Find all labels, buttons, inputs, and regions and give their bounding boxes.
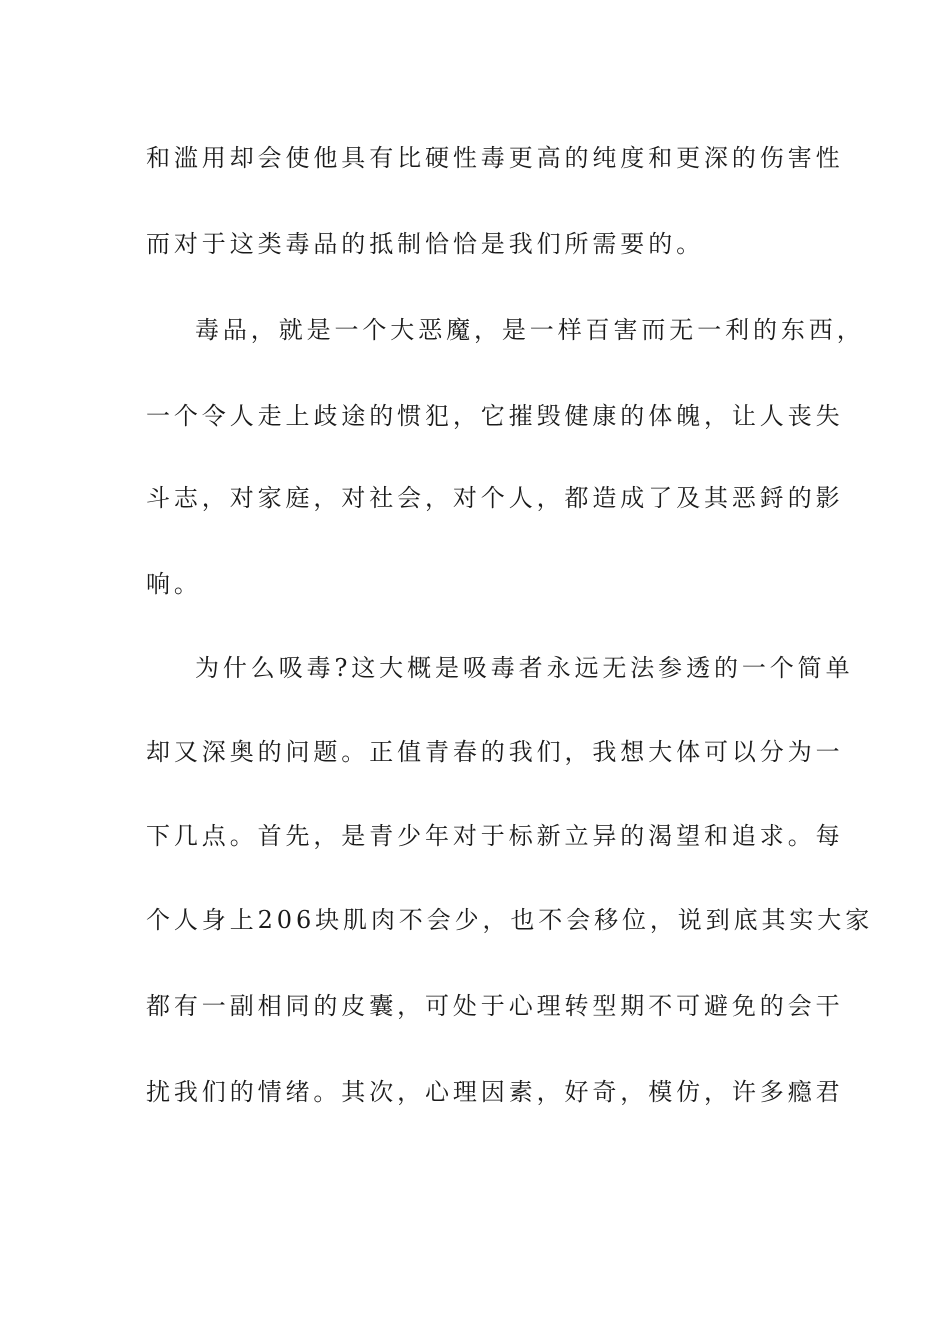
paragraph-3-line-4: 个人身上206块肌肉不会少，也不会移位，说到底其实大家	[146, 906, 874, 934]
text-line-2: 而对于这类毒品的抵制恰恰是我们所需要的。	[146, 230, 704, 258]
paragraph-3-line-2: 却又深奥的问题。正值青春的我们，我想大体可以分为一	[146, 738, 844, 766]
paragraph-2-line-1: 毒品，就是一个大恶魔，是一样百害而无一利的东西，	[195, 316, 865, 344]
text-line-1: 和滥用却会使他具有比硬性毒更高的纯度和更深的伤害性	[146, 144, 844, 172]
paragraph-3-line-6: 扰我们的情绪。其次，心理因素，好奇，模仿，许多瘾君	[146, 1078, 844, 1106]
paragraph-3-line-1: 为什么吸毒?这大概是吸毒者永远无法参透的一个简单	[195, 654, 854, 682]
paragraph-2-line-4: 响。	[146, 570, 202, 598]
paragraph-2-line-2: 一个令人走上歧途的惯犯，它摧毁健康的体魄，让人丧失	[146, 402, 844, 430]
paragraph-3-line-5: 都有一副相同的皮囊，可处于心理转型期不可避免的会干	[146, 992, 844, 1020]
paragraph-2-line-3: 斗志，对家庭，对社会，对个人，都造成了及其恶鋝的影	[146, 484, 844, 512]
paragraph-3-line-3: 下几点。首先，是青少年对于标新立异的渴望和追求。每	[146, 822, 844, 850]
